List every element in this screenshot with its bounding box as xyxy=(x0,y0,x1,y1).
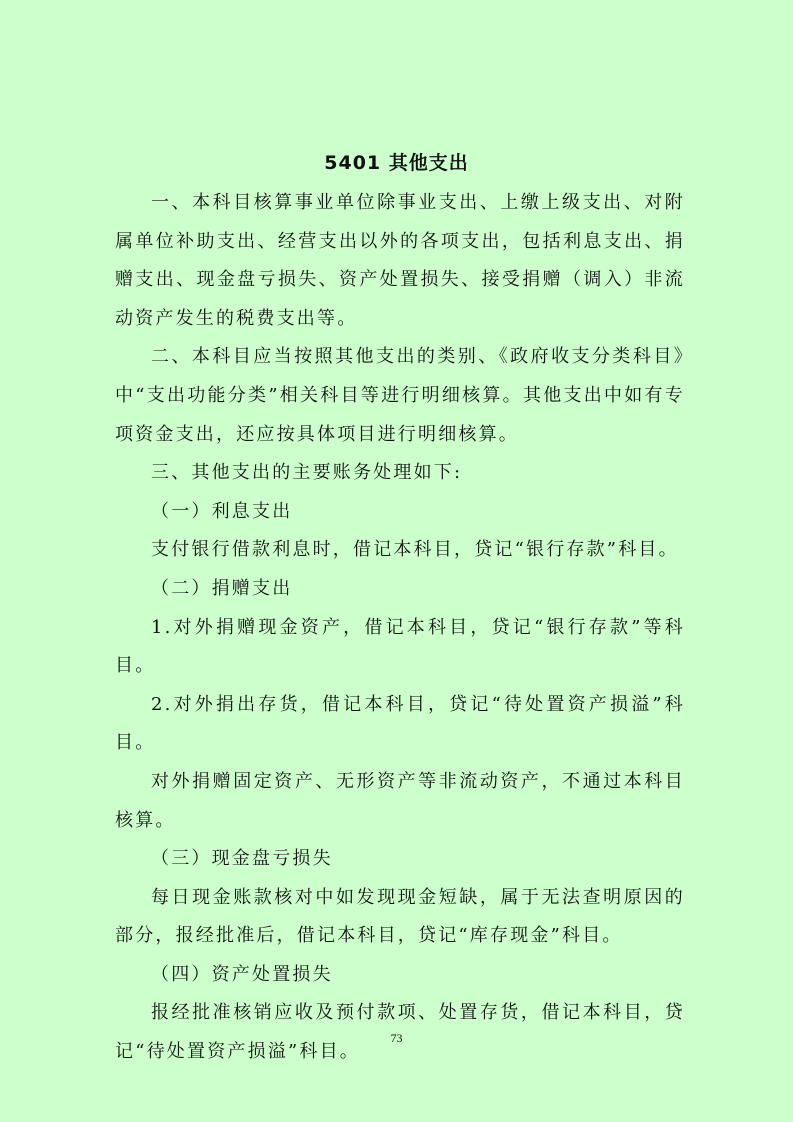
paragraph-donation-noncurrent: 对外捐赠固定资产、无形资产等非流动资产，不通过本科目核算。 xyxy=(115,770,685,831)
paragraph-cash-shortage: 每日现金账款核对中如发现现金短缺，属于无法查明原因的部分，报经批准后，借记本科目，贷记“库存现金”科目。 xyxy=(115,886,685,947)
subheading-donation: （二）捐赠支出 xyxy=(151,577,293,599)
paragraph-interest: 支付银行借款利息时，借记本科目，贷记“银行存款”科目。 xyxy=(151,539,679,561)
section-title: 5401 其他支出 xyxy=(324,152,469,174)
paragraph-asset-disposal: 报经批准核销应收及预付款项、处置存货，借记本科目，贷记“待处置资产损溢”科目。 xyxy=(115,1002,685,1063)
paragraph-scope: 一、本科目核算事业单位除事业支出、上缴上级支出、对附属单位补助支出、经营支出以外的各项支出，包括利息支出、捐赠支出、现金盘亏损失、资产处置损失、接受捐赠（调入）非流动资产发生的税费支出等。 xyxy=(115,192,685,329)
body-text xyxy=(115,184,685,1072)
paragraph-donation-cash: 1.对外捐赠现金资产，借记本科目，贷记“银行存款”等科目。 xyxy=(115,616,685,677)
paragraph-donation-inventory: 2.对外捐出存货，借记本科目，贷记“待处置资产损溢”科目。 xyxy=(115,693,685,754)
paragraph-main-entries: 三、其他支出的主要账务处理如下: xyxy=(151,462,463,484)
paragraph-detail-accounting: 二、本科目应当按照其他支出的类别、《政府收支分类科目》中“支出功能分类”相关科目等进行明细核算。其他支出中如有专项资金支出，还应按具体项目进行明细核算。 xyxy=(115,346,685,445)
page-number: 73 xyxy=(390,1031,403,1045)
subheading-interest: （一）利息支出 xyxy=(151,500,293,522)
subheading-asset-disposal: （四）资产处置损失 xyxy=(151,963,333,985)
subheading-cash-shortage: （三）现金盘亏损失 xyxy=(151,848,333,870)
